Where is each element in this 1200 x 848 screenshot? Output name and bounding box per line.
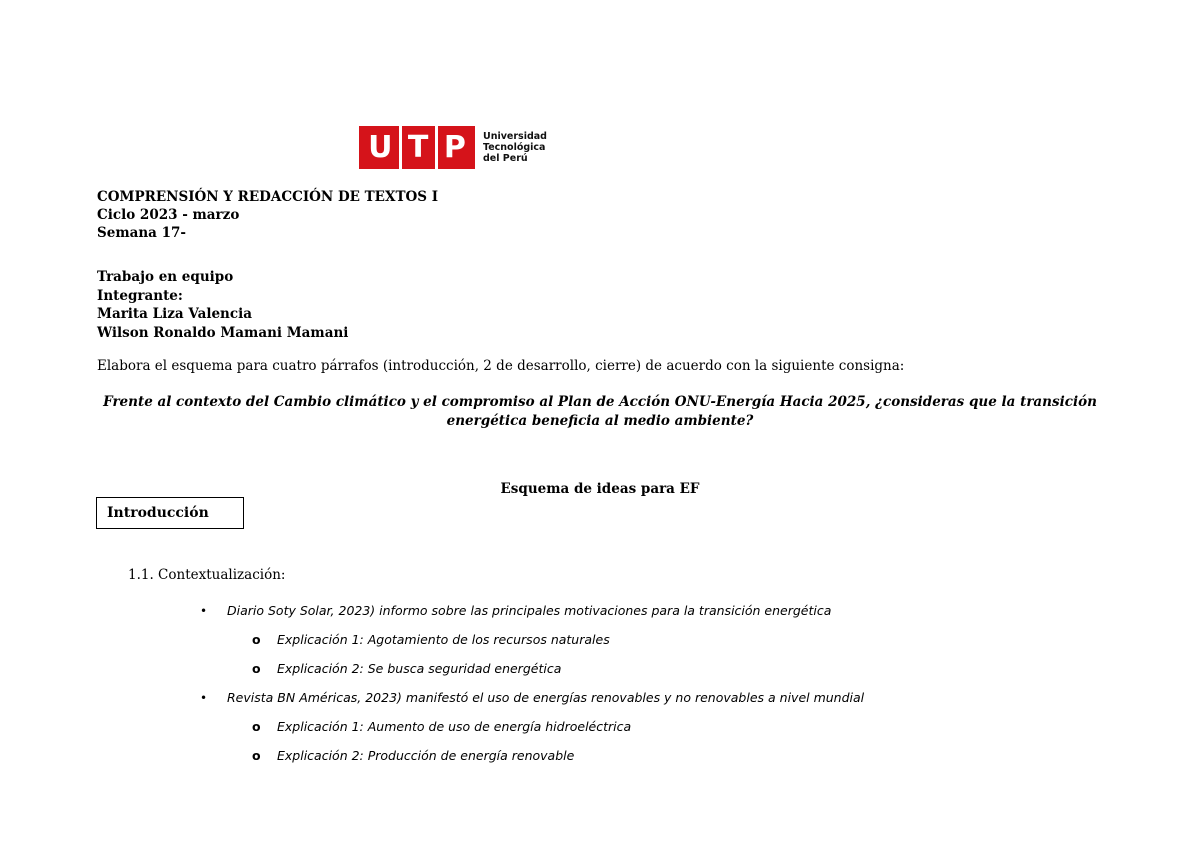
utp-logo-text bbox=[483, 131, 547, 164]
week: Semana 17- bbox=[97, 225, 187, 241]
section-label-box: Introducción bbox=[96, 497, 244, 529]
logo-letter-p: P bbox=[443, 130, 466, 165]
member-name: Wilson Ronaldo Mamani Mamani bbox=[97, 324, 349, 341]
logo-text-line: Universidad bbox=[483, 131, 547, 142]
sub-bullet-icon: o bbox=[252, 661, 261, 676]
utp-logo bbox=[359, 126, 547, 169]
sub-list-item: Explicación 2: Producción de energía renovable bbox=[277, 748, 575, 763]
utp-logo-mark bbox=[359, 126, 475, 169]
logo-letter-t: T bbox=[407, 130, 429, 165]
bullet-icon: • bbox=[200, 604, 208, 618]
subsection-heading: 1.1. Contextualización: bbox=[128, 567, 286, 583]
logo-text-line: Tecnológica bbox=[483, 142, 546, 153]
course-title: COMPRENSIÓN Y REDACCIÓN DE TEXTOS I bbox=[97, 189, 439, 205]
logo-separator bbox=[435, 126, 438, 169]
list-item: Diario Soty Solar, 2023) informo sobre las principales motivaciones para la transición energética bbox=[227, 603, 832, 618]
sub-bullet-icon: o bbox=[252, 748, 261, 763]
logo-separator bbox=[399, 126, 402, 169]
team-info bbox=[97, 268, 348, 342]
sub-list-item: Explicación 1: Aumento de uso de energía hidroeléctrica bbox=[277, 719, 632, 734]
logo-letter-u: U bbox=[368, 130, 393, 165]
work-type: Trabajo en equipo bbox=[97, 269, 234, 285]
logo-text-line: del Perú bbox=[483, 153, 528, 164]
sub-list-item: Explicación 2: Se busca seguridad energética bbox=[277, 661, 562, 676]
schema-title: Esquema de ideas para EF bbox=[500, 481, 700, 497]
instruction: Elabora el esquema para cuatro párrafos (introducción, 2 de desarrollo, cierre) de acuerdo con la siguiente consigna: bbox=[97, 358, 905, 374]
list-item: Revista BN Américas, 2023) manifestó el uso de energías renovables y no renovables a nivel mundial bbox=[227, 690, 865, 705]
document-header bbox=[97, 188, 438, 242]
sub-list-item: Explicación 1: Agotamiento de los recursos naturales bbox=[277, 632, 610, 647]
cycle: Ciclo 2023 - marzo bbox=[97, 207, 240, 223]
member-name: Marita Liza Valencia bbox=[97, 306, 252, 322]
sub-bullet-icon: o bbox=[252, 632, 261, 647]
members-label: Integrante: bbox=[97, 287, 183, 304]
prompt-question: Frente al contexto del Cambio climático y el compromiso al Plan de Acción ONU-Energía Hacia 2025, ¿consideras que la transición energética beneficia al medio ambiente? bbox=[103, 394, 1097, 429]
bullet-icon: • bbox=[200, 691, 208, 705]
sub-bullet-icon: o bbox=[252, 719, 261, 734]
